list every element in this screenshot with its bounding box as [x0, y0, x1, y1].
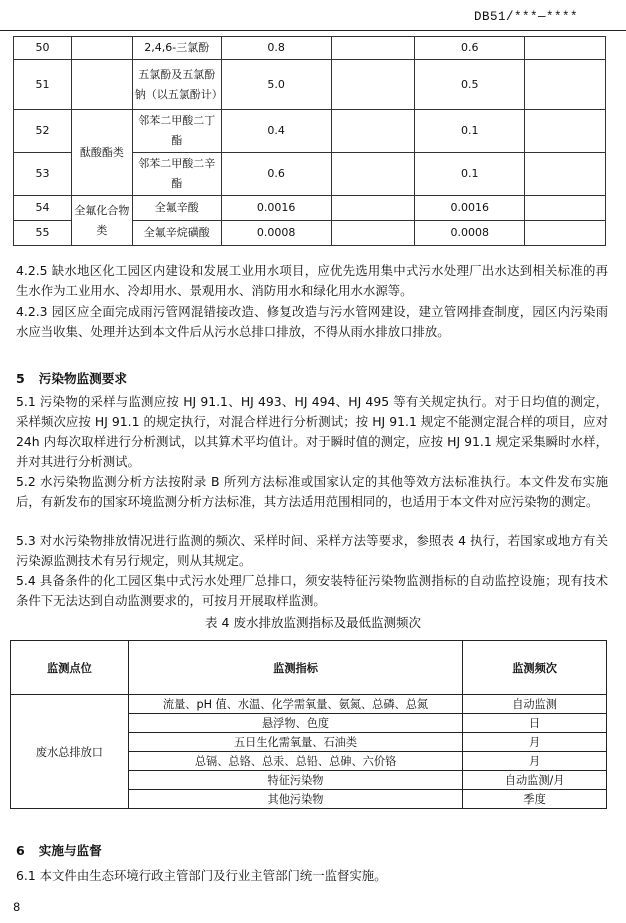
header-rule	[0, 30, 626, 31]
indicator-cell: 其他污染物	[128, 790, 462, 809]
frequency-cell: 季度	[463, 790, 607, 809]
empty-cell	[525, 60, 606, 110]
row-number: 51	[14, 60, 72, 110]
empty-cell	[525, 196, 606, 221]
empty-cell	[331, 110, 415, 153]
column-header: 监测指标	[128, 641, 462, 695]
section-number: 6	[16, 843, 25, 858]
frequency-cell: 月	[463, 733, 607, 752]
limit-value-1: 0.4	[221, 110, 331, 153]
monitoring-point: 废水总排放口	[11, 695, 129, 809]
clause-6-1: 6.1 本文件由生态环境行政主管部门及行业主管部门统一监督实施。	[16, 868, 387, 883]
section-title: 实施与监督	[38, 843, 102, 858]
group-cell: 酞酸酯类	[71, 110, 132, 196]
table-4-caption: 表 4 废水排放监测指标及最低监测频次	[205, 615, 421, 630]
section-number: 5	[16, 371, 25, 386]
empty-cell	[331, 221, 415, 246]
pollutant-name: 邻苯二甲酸二丁酯	[132, 110, 221, 153]
clause-4-2-5: 4.2.5 缺水地区化工园区内建设和发展工业用水项目，应优先选用集中式污水处理厂出水达到相关标准的再生水作为工业用水、冷却用水、景观用水、消防用水和绿化用水水源等。	[16, 263, 608, 298]
limit-value-2: 0.1	[415, 110, 525, 153]
indicator-cell: 特征污染物	[128, 771, 462, 790]
section-6-heading	[16, 840, 116, 859]
column-header: 监测频次	[463, 641, 607, 695]
clause-4-2-3: 4.2.3 园区应全面完成雨污管网混错接改造、修复改造与污水管网建设，建立管网排查制度，园区内污染雨水应当收集、处理并达到本文件后从污水总排口排放，不得从雨水排放口排放。	[16, 304, 608, 339]
frequency-cell: 自动监测	[463, 695, 607, 714]
pollutant-name: 全氟辛烷磺酸	[132, 221, 221, 246]
empty-cell	[525, 221, 606, 246]
clause-5-4: 5.4 具备条件的化工园区集中式污水处理厂总排口，须安装特征污染物监测指标的自动监控设施；现有技术条件下无法达到自动监测要求的，可按月开展取样监测。	[16, 573, 608, 608]
pollutant-limit-table	[13, 36, 606, 246]
row-number: 50	[14, 37, 72, 60]
pollutant-name: 全氟辛酸	[132, 196, 221, 221]
section-5-heading	[16, 368, 141, 387]
frequency-cell: 日	[463, 714, 607, 733]
pollutant-name: 邻苯二甲酸二辛酯	[132, 153, 221, 196]
group-cell: 全氟化合物类	[71, 196, 132, 246]
row-number: 52	[14, 110, 72, 153]
indicator-cell: 五日生化需氧量、石油类	[128, 733, 462, 752]
table-row	[14, 110, 606, 153]
section-title: 污染物监测要求	[38, 371, 127, 386]
limit-value-1: 0.8	[221, 37, 331, 60]
limit-value-2: 0.6	[415, 37, 525, 60]
group-cell	[71, 37, 132, 60]
limit-value-1: 0.0016	[221, 196, 331, 221]
indicator-cell: 悬浮物、色度	[128, 714, 462, 733]
limit-value-2: 0.5	[415, 60, 525, 110]
limit-value-2: 0.1	[415, 153, 525, 196]
indicator-cell: 总镉、总铬、总汞、总铅、总砷、六价铬	[128, 752, 462, 771]
empty-cell	[525, 110, 606, 153]
limit-value-2: 0.0016	[415, 196, 525, 221]
table-header-row	[11, 641, 607, 695]
limit-value-1: 0.0008	[221, 221, 331, 246]
limit-value-1: 0.6	[221, 153, 331, 196]
table-row	[14, 60, 606, 110]
clause-5-2: 5.2 水污染物监测分析方法按附录 B 所列方法标准或国家认定的其他等效方法标准执行。本文件发布实施后，有新发布的国家环境监测分析方法标准，其方法适用范围相同的，也适用于本文件对应污染物的测定。	[16, 474, 608, 509]
empty-cell	[331, 196, 415, 221]
empty-cell	[525, 37, 606, 60]
row-number: 55	[14, 221, 72, 246]
empty-cell	[525, 153, 606, 196]
frequency-cell: 自动监测/月	[463, 771, 607, 790]
empty-cell	[331, 60, 415, 110]
pollutant-name: 五氯酚及五氯酚钠（以五氯酚计）	[132, 60, 221, 110]
group-cell	[71, 60, 132, 110]
monitoring-frequency-table	[10, 640, 607, 809]
table-row	[11, 695, 607, 714]
limit-value-1: 5.0	[221, 60, 331, 110]
column-header: 监测点位	[11, 641, 129, 695]
frequency-cell: 月	[463, 752, 607, 771]
limit-value-2: 0.0008	[415, 221, 525, 246]
clause-5-1: 5.1 污染物的采样与监测应按 HJ 91.1、HJ 493、HJ 494、HJ 495 等有关规定执行。对于日均值的测定，采样频次应按 HJ 91.1 的规定执行，对混合样进行分析测试；按 HJ 91.1 规定不能测定混合样的项目，应对 24h 内每次取样进行分析测试，以其算术平均值计。对于瞬时值的测定，应按 HJ 91.1 规定采集瞬时水样，并对其进行分析测试。	[16, 394, 608, 469]
empty-cell	[331, 153, 415, 196]
page-number: 8	[13, 900, 21, 914]
pollutant-name: 2,4,6-三氯酚	[132, 37, 221, 60]
row-number: 53	[14, 153, 72, 196]
row-number: 54	[14, 196, 72, 221]
document-code: DB51/***—****	[473, 10, 578, 24]
table-row	[14, 37, 606, 60]
indicator-cell: 流量、pH 值、水温、化学需氧量、氨氮、总磷、总氮	[128, 695, 462, 714]
empty-cell	[331, 37, 415, 60]
clause-5-3: 5.3 对水污染物排放情况进行监测的频次、采样时间、采样方法等要求，参照表 4 执行，若国家或地方有关污染源监测技术有另行规定，则从其规定。	[16, 533, 608, 568]
table-row	[14, 196, 606, 221]
